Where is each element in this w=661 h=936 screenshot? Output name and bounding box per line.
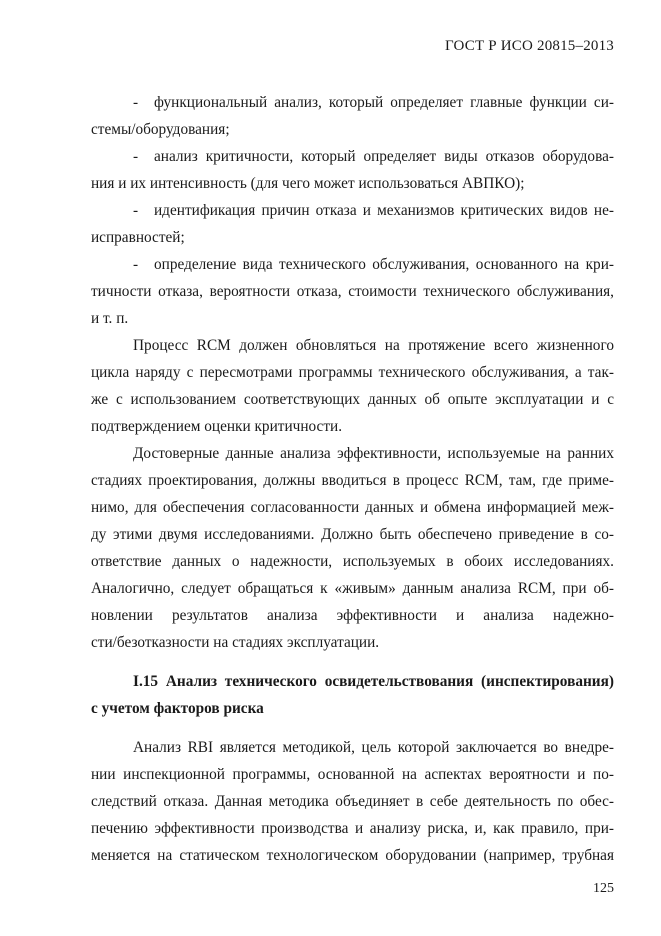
bullet-dash: - <box>133 94 139 111</box>
bullet-dash: - <box>133 256 139 273</box>
text-line: меняется на статическом технологическом оборудовании (например, трубная <box>91 847 614 864</box>
document-code-header: ГОСТ Р ИСО 20815–2013 <box>445 38 614 54</box>
text-line: функциональный анализ, который определяет главные функции си- <box>154 94 614 111</box>
text-line: следствий отказа. Данная методика объединяет в себе деятельность по обес- <box>91 793 614 810</box>
text-line: ответствие данных о надежности, используемых в обоих исследованиях. <box>91 553 614 570</box>
text-line: Аналогично, следует обращаться к «живым» данным анализа RCM, при об- <box>91 580 614 597</box>
text-line: стадиях проектирования, должны вводиться в процесс RCM, там, где приме- <box>91 472 614 489</box>
bullet-dash: - <box>133 202 139 219</box>
text-line: и т. п. <box>91 310 129 327</box>
page-number: 125 <box>593 881 614 896</box>
text-line: определение вида технического обслуживания, основанного на кри- <box>154 256 614 273</box>
text-line: сти/безотказности на стадиях эксплуатации. <box>91 634 380 651</box>
section-heading-continued: с учетом факторов риска <box>91 700 264 717</box>
text-line: новлении результатов анализа эффективности и анализа надежно- <box>91 607 614 624</box>
text-line: нии инспекционной программы, основанной на аспектах вероятности и по- <box>91 766 614 783</box>
text-line: печению эффективности производства и анализу риска, и, как правило, при- <box>91 820 614 837</box>
text-line: Процесс RCM должен обновляться на протяжение всего жизненного <box>133 337 614 354</box>
text-line: же с использованием соответствующих данных об опыте эксплуатации и с <box>91 391 614 408</box>
text-line: цикла наряду с пересмотрами программы технического обслуживания, а так- <box>91 364 614 381</box>
bullet-dash: - <box>133 148 139 165</box>
text-line: Достоверные данные анализа эффективности, используемые на ранних <box>133 445 614 462</box>
text-line: Анализ RBI является методикой, цель которой заключается во внедре- <box>133 739 614 756</box>
text-line: анализ критичности, который определяет виды отказов оборудова- <box>154 148 614 165</box>
text-line: ду этими двумя исследованиями. Должно быть обеспечено приведение в со- <box>91 526 614 543</box>
text-line: стемы/оборудования; <box>91 121 230 138</box>
text-line: нимо, для обеспечения согласованности данных и обмена информацией меж- <box>91 499 614 516</box>
text-line: тичности отказа, вероятности отказа, стоимости технического обслуживания, <box>91 283 614 300</box>
text-line: исправностей; <box>91 229 185 246</box>
text-line: подтверждением оценки критичности. <box>91 418 343 435</box>
text-line: идентификация причин отказа и механизмов критических видов не- <box>154 202 614 219</box>
section-heading: I.15 Анализ технического освидетельствования (инспектирования) <box>133 673 614 690</box>
text-line: ния и их интенсивность (для чего может использоваться АВПКО); <box>91 175 525 192</box>
